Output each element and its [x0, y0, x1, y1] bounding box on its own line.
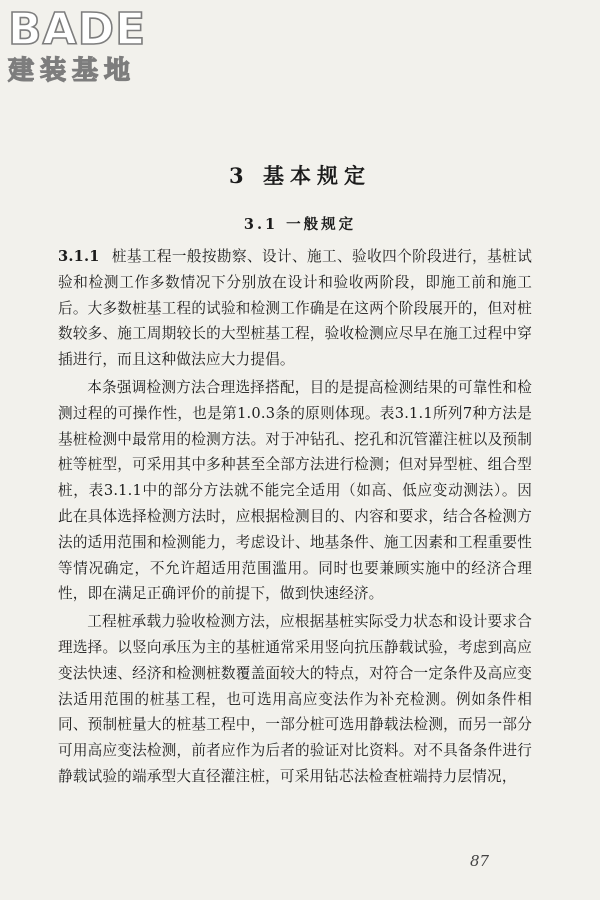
publisher-logo: [8, 6, 183, 86]
body-text: [58, 244, 532, 790]
clause-paragraph-2: 本条强调检测方法合理选择搭配，目的是提高检测结果的可靠性和检测过程的可操作性，也是第1.0.3条的原则体现。表3.1.1所列7种方法是基桩检测中最常用的检测方法。对于冲钻孔、挖孔和沉管灌注桩以及预制桩等桩型，可采用其中多种甚至全部方法进行检测；但对异型桩、组合型桩，表3.1.1中的部分方法就不能完全适用（如高、低应变动测法）。因此在具体选择检测方法时，应根据检测目的、内容和要求，结合各检测方法的适用范围和检测能力，考虑设计、地基条件、施工因素和工程重要性等情况确定，不允许超适用范围滥用。同时也要兼顾实施中的经济合理性，即在满足正确评价的前提下，做到快速经济。: [58, 378, 532, 603]
logo-wordmark: BADE: [8, 4, 147, 55]
clause-number: 3.1.1: [58, 248, 100, 265]
clause-paragraph-1: [58, 244, 532, 373]
paragraph-1-text: 桩基工程一般按勘察、设计、施工、验收四个阶段进行，基桩试验和检测工作多数情况下分别放在设计和验收两阶段，即施工前和施工后。大多数桩基工程的试验和检测工作确是在这两个阶段展开的，但对桩数较多、施工周期较长的大型桩基工程，验收检测应尽早在施工过程中穿插进行，而且这种做法应大力提倡。: [58, 248, 532, 369]
page-number: 87: [470, 852, 490, 870]
section-title: 3.1 一般规定: [243, 216, 357, 233]
chapter-title: 3 基本规定: [229, 163, 371, 188]
clause-paragraph-3: 工程桩承载力验收检测方法，应根据基桩实际受力状态和设计要求合理选择。以竖向承压为主的基桩通常采用竖向抗压静载试验，考虑到高应变法快速、经济和检测桩数覆盖面较大的特点，对符合一定条件及高应变法适用范围的桩基工程，也可选用高应变法作为补充检测。例如条件相同、预制桩量大的桩基工程中，一部分桩可选用静载法检测，而另一部分可用高应变法检测，前者应作为后者的验证对比资料。对不具备条件进行静载试验的端承型大直径灌注桩，可采用钻芯法检查桩端持力层情况，: [58, 613, 532, 785]
logo-subtitle: 建装基地: [8, 56, 137, 86]
